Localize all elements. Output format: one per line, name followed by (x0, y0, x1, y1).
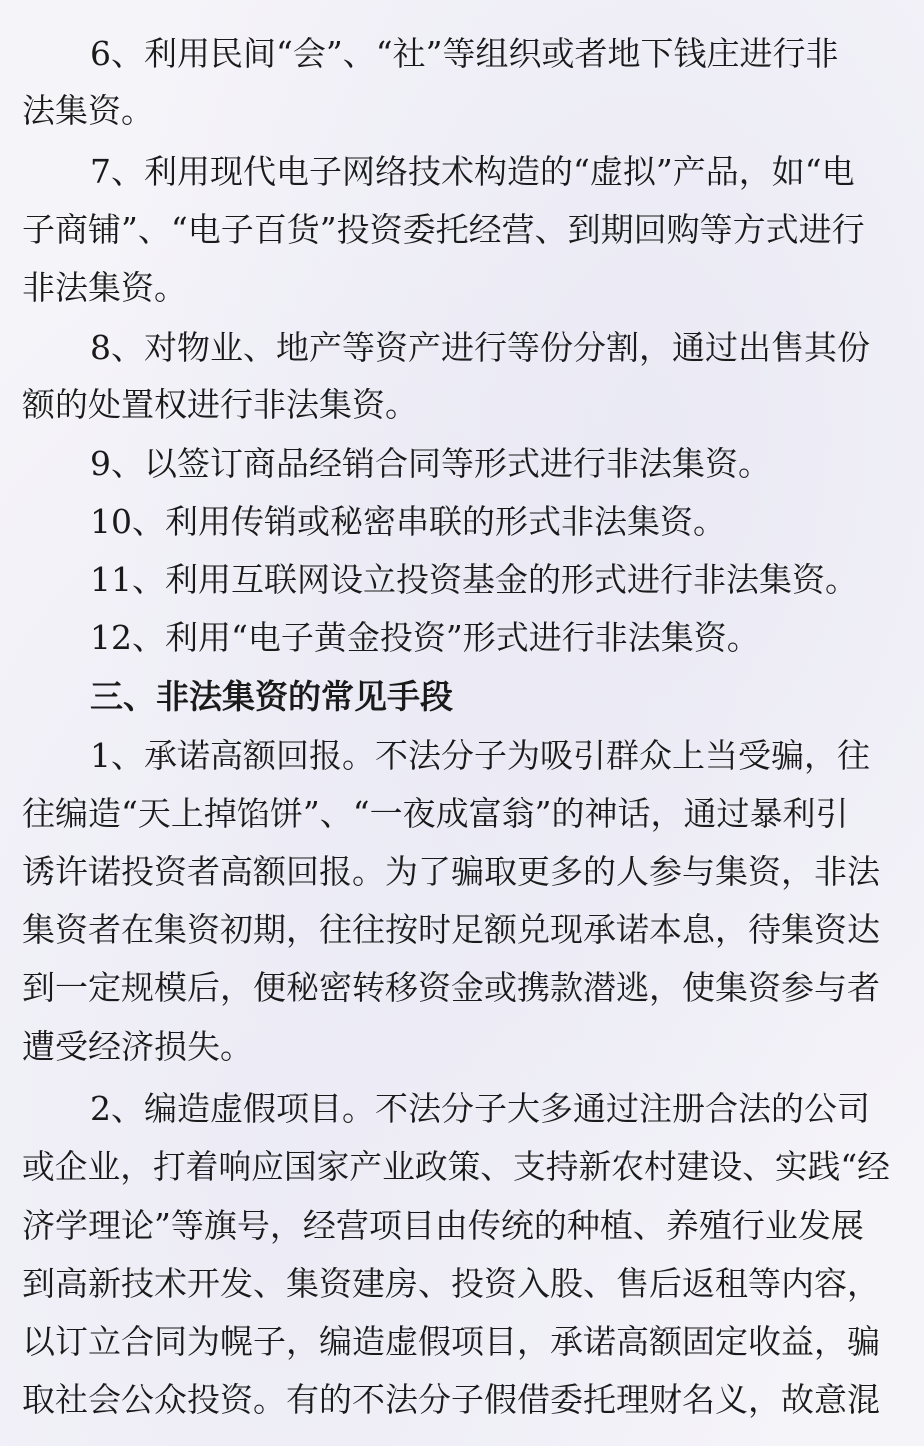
text-line: 取社会公众投资。有的不法分子假借委托理财名义，故意混 (22, 1380, 880, 1419)
text-line: 以订立合同为幌子，编造虚假项目，承诺高额固定收益，骗 (22, 1322, 880, 1361)
section-heading: 三、非法集资的常见手段 (90, 677, 453, 716)
text-line: 子商铺”、“电子百货”投资委托经营、到期回购等方式进行 (22, 210, 865, 249)
text-line: 往编造“天上掉馅饼”、“一夜成富翁”的神话，通过暴利引 (22, 794, 849, 833)
text-line: 或企业，打着响应国家产业政策、支持新农村建设、实践“经 (22, 1147, 890, 1186)
text-line: 诱许诺投资者高额回报。为了骗取更多的人参与集资，非法 (22, 852, 880, 891)
text-line: 8、对物业、地产等资产进行等份分割，通过出售其份 (90, 328, 870, 367)
text-line: 非法集资。 (22, 268, 187, 307)
text-line: 6、利用民间“会”、“社”等组织或者地下钱庄进行非 (90, 34, 839, 73)
text-line: 额的处置权进行非法集资。 (22, 385, 418, 424)
text-line: 9、以签订商品经销合同等形式进行非法集资。 (90, 444, 771, 483)
text-line: 到高新技术开发、集资建房、投资入股、售后返租等内容， (22, 1264, 880, 1303)
text-line: 济学理论”等旗号，经营项目由传统的种植、养殖行业发展 (22, 1206, 864, 1245)
text-line: 遭受经济损失。 (22, 1027, 253, 1066)
text-line: 集资者在集资初期，往往按时足额兑现承诺本息，待集资达 (22, 910, 880, 949)
text-line: 1、承诺高额回报。不法分子为吸引群众上当受骗，往 (90, 736, 870, 775)
text-line: 10、利用传销或秘密串联的形式非法集资。 (90, 502, 726, 541)
text-line: 法集资。 (22, 91, 154, 130)
text-line: 11、利用互联网设立投资基金的形式进行非法集资。 (90, 560, 858, 599)
text-line: 12、利用“电子黄金投资”形式进行非法集资。 (90, 618, 760, 657)
text-line: 7、利用现代电子网络技术构造的“虚拟”产品，如“电 (90, 152, 855, 191)
text-line: 到一定规模后，便秘密转移资金或携款潜逃，使集资参与者 (22, 968, 880, 1007)
text-line: 2、编造虚假项目。不法分子大多通过注册合法的公司 (90, 1089, 870, 1128)
